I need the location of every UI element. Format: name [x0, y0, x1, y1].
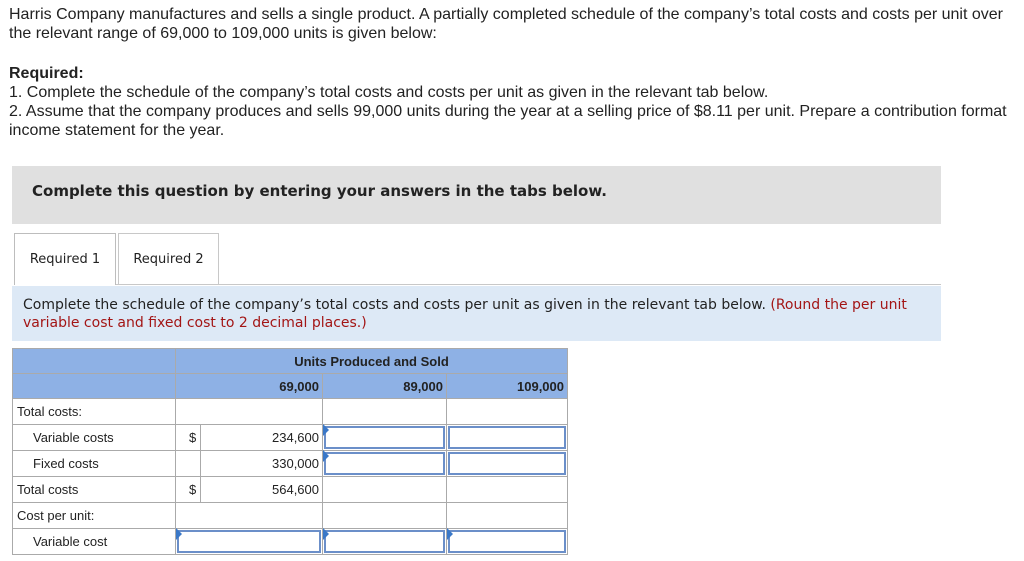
- cost-schedule-table: [12, 348, 568, 555]
- total-costs-section-label: Total costs:: [13, 399, 176, 425]
- instruction-text: Complete the schedule of the company’s total costs and costs per unit as given in the relevant tab below.: [23, 297, 766, 313]
- tab-required-2[interactable]: Required 2: [118, 233, 219, 285]
- header-blank: [13, 374, 176, 399]
- variable-cost-per-unit-69000-input[interactable]: [176, 529, 323, 555]
- table-row: [13, 503, 568, 529]
- col-89000: 89,000: [323, 374, 447, 399]
- variable-costs-109000-input[interactable]: [447, 425, 568, 451]
- banner-text: Complete this question by entering your answers in the tabs below.: [32, 182, 607, 200]
- variable-costs-89000-input[interactable]: [323, 425, 447, 451]
- total-costs-69000: 564,600: [201, 477, 323, 503]
- table-header-row: [13, 349, 568, 374]
- table-row: [13, 451, 568, 477]
- tab-instruction: [23, 296, 928, 332]
- variable-cost-label: Variable cost: [13, 529, 176, 555]
- units-header: Units Produced and Sold: [176, 349, 568, 374]
- table-row: [13, 425, 568, 451]
- table-row: [13, 477, 568, 503]
- required-1-text: 1. Complete the schedule of the company’s total costs and costs per unit as given in the relevant tab below.: [9, 84, 769, 101]
- col-109000: 109,000: [447, 374, 568, 399]
- problem-intro: Harris Company manufactures and sells a single product. A partially completed schedule of the company’s total costs and costs per unit over the relevant range of 69,000 to 109,000 units is given below:: [9, 6, 1003, 42]
- variable-costs-label: Variable costs: [13, 425, 176, 451]
- table-row: [13, 399, 568, 425]
- fixed-costs-109000-input[interactable]: [447, 451, 568, 477]
- dollar-sign: $: [176, 477, 201, 503]
- col-69000: 69,000: [176, 374, 323, 399]
- fixed-costs-89000-input[interactable]: [323, 451, 447, 477]
- tab-instruction-panel: [12, 286, 941, 341]
- required-2-text: 2. Assume that the company produces and sells 99,000 units during the year at a selling price of $8.11 per unit. Prepare a contribution format income statement for the year.: [9, 103, 1007, 139]
- variable-cost-per-unit-109000-input[interactable]: [447, 529, 568, 555]
- dollar-sign: $: [176, 425, 201, 451]
- fixed-costs-label: Fixed costs: [13, 451, 176, 477]
- fixed-costs-69000: 330,000: [201, 451, 323, 477]
- total-costs-label: Total costs: [13, 477, 176, 503]
- tab-required-1[interactable]: Required 1: [14, 233, 116, 285]
- header-blank: [13, 349, 176, 374]
- tab-divider: [116, 284, 941, 285]
- variable-cost-per-unit-89000-input[interactable]: [323, 529, 447, 555]
- variable-costs-69000: 234,600: [201, 425, 323, 451]
- instruction-banner: [12, 166, 941, 224]
- table-row: [13, 529, 568, 555]
- rounding-note: (Round the per unit variable cost and fixed cost to 2 decimal places.): [23, 297, 907, 331]
- column-header-row: [13, 374, 568, 399]
- cost-per-unit-section-label: Cost per unit:: [13, 503, 176, 529]
- required-title: Required:: [9, 65, 84, 82]
